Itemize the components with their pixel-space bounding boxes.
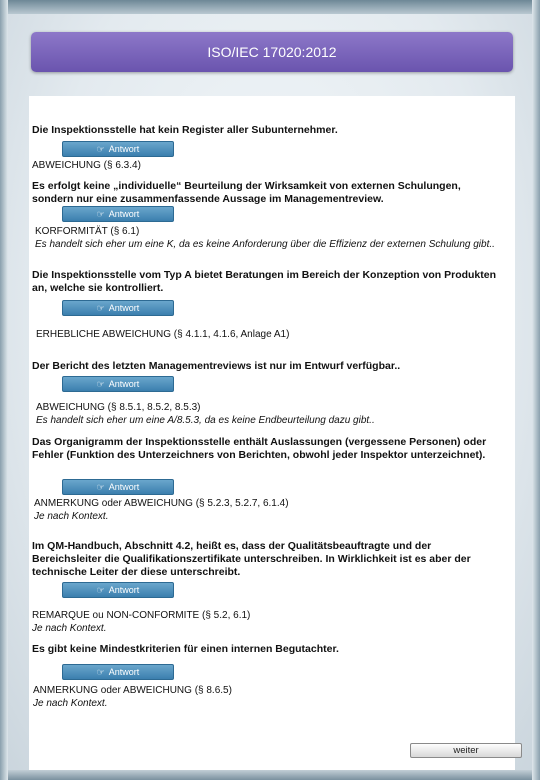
answer-2	[35, 226, 505, 251]
answer-1	[32, 160, 502, 173]
answer-4	[36, 402, 506, 427]
answer-line: KORFORMITÄT (§ 6.1)	[35, 226, 140, 237]
answer-button-label: Antwort	[108, 303, 140, 313]
frame-edge-top	[0, 0, 540, 14]
answer-button-label: Antwort	[108, 585, 140, 595]
question-3: Die Inspektionsstelle vom Typ A bietet Beratungen im Bereich der Konzeption von Produkten an, welche sie kontrolliert.	[32, 269, 497, 294]
page-title: ISO/IEC 17020:2012	[31, 32, 513, 72]
answer-note: Es handelt sich eher um eine K, da es keine Anforderung über die Effizienz der externen Schulung gibt..	[35, 238, 495, 250]
answer-6	[32, 610, 502, 635]
answer-line: ANMERKUNG oder ABWEICHUNG (§ 8.6.5)	[33, 685, 232, 696]
hand-pointer-icon: ☞	[96, 144, 105, 154]
hand-pointer-icon: ☞	[96, 379, 105, 389]
answer-button-4[interactable]	[62, 376, 174, 392]
answer-line: ANMERKUNG oder ABWEICHUNG (§ 5.2.3, 5.2.7, 6.1.4)	[34, 498, 289, 509]
question-2: Es erfolgt keine „individuelle“ Beurteilung der Wirksamkeit von externen Schulungen, sondern nur eine zusammenfassende Aussage im Managementreview.	[32, 180, 461, 205]
answer-button-label: Antwort	[108, 209, 140, 219]
answer-line: ABWEICHUNG (§ 8.5.1, 8.5.2, 8.5.3)	[36, 402, 201, 413]
answer-button-7[interactable]	[62, 664, 174, 680]
answer-button-3[interactable]	[62, 300, 174, 316]
answer-line: ABWEICHUNG (§ 6.3.4)	[32, 160, 141, 171]
answer-line: REMARQUE ou NON-CONFORMITE (§ 5.2, 6.1)	[32, 610, 251, 621]
question-6: Im QM-Handbuch, Abschnitt 4.2, heißt es, dass der Qualitätsbeauftragte und der Bereichsleiter die Qualifikationszertifikate unterschreiben. In Wirklichkeit ist es aber der technische Leiter der diese unterschreibt.	[32, 540, 471, 578]
frame-edge-left	[0, 0, 8, 780]
answer-button-label: Antwort	[108, 379, 140, 389]
answer-note: Je nach Kontext.	[34, 510, 109, 522]
hand-pointer-icon: ☞	[96, 585, 105, 595]
answer-5	[34, 498, 504, 523]
hand-pointer-icon: ☞	[96, 303, 105, 313]
answer-button-label: Antwort	[108, 667, 140, 677]
answer-button-label: Antwort	[108, 482, 140, 492]
answer-7	[33, 685, 503, 710]
hand-pointer-icon: ☞	[96, 209, 105, 219]
answer-note: Es handelt sich eher um eine A/8.5.3, da es keine Endbeurteilung dazu gibt..	[36, 414, 375, 426]
hand-pointer-icon: ☞	[96, 482, 105, 492]
hand-pointer-icon: ☞	[96, 667, 105, 677]
answer-3	[36, 329, 506, 342]
answer-note: Je nach Kontext.	[33, 697, 108, 709]
question-7: Es gibt keine Mindestkriterien für einen internen Begutachter.	[32, 643, 339, 655]
question-4: Der Bericht des letzten Managementreviews ist nur im Entwurf verfügbar..	[32, 360, 401, 372]
next-button[interactable]: weiter	[410, 743, 522, 758]
frame-edge-right	[532, 0, 540, 780]
answer-button-label: Antwort	[108, 144, 140, 154]
question-1: Die Inspektionsstelle hat kein Register aller Subunternehmer.	[32, 124, 338, 136]
answer-button-5[interactable]	[62, 479, 174, 495]
answer-button-6[interactable]	[62, 582, 174, 598]
answer-button-2[interactable]	[62, 206, 174, 222]
answer-line: ERHEBLICHE ABWEICHUNG (§ 4.1.1, 4.1.6, Anlage A1)	[36, 329, 290, 340]
question-5: Das Organigramm der Inspektionsstelle enthält Auslassungen (vergessene Personen) oder Fehler (Funktion des Unterzeichners von Berichten, obwohl jeder Inspektor unterzeichnet).	[32, 436, 487, 461]
answer-note: Je nach Kontext.	[32, 622, 107, 634]
frame-edge-bottom	[0, 770, 540, 780]
answer-button-1[interactable]	[62, 141, 174, 157]
